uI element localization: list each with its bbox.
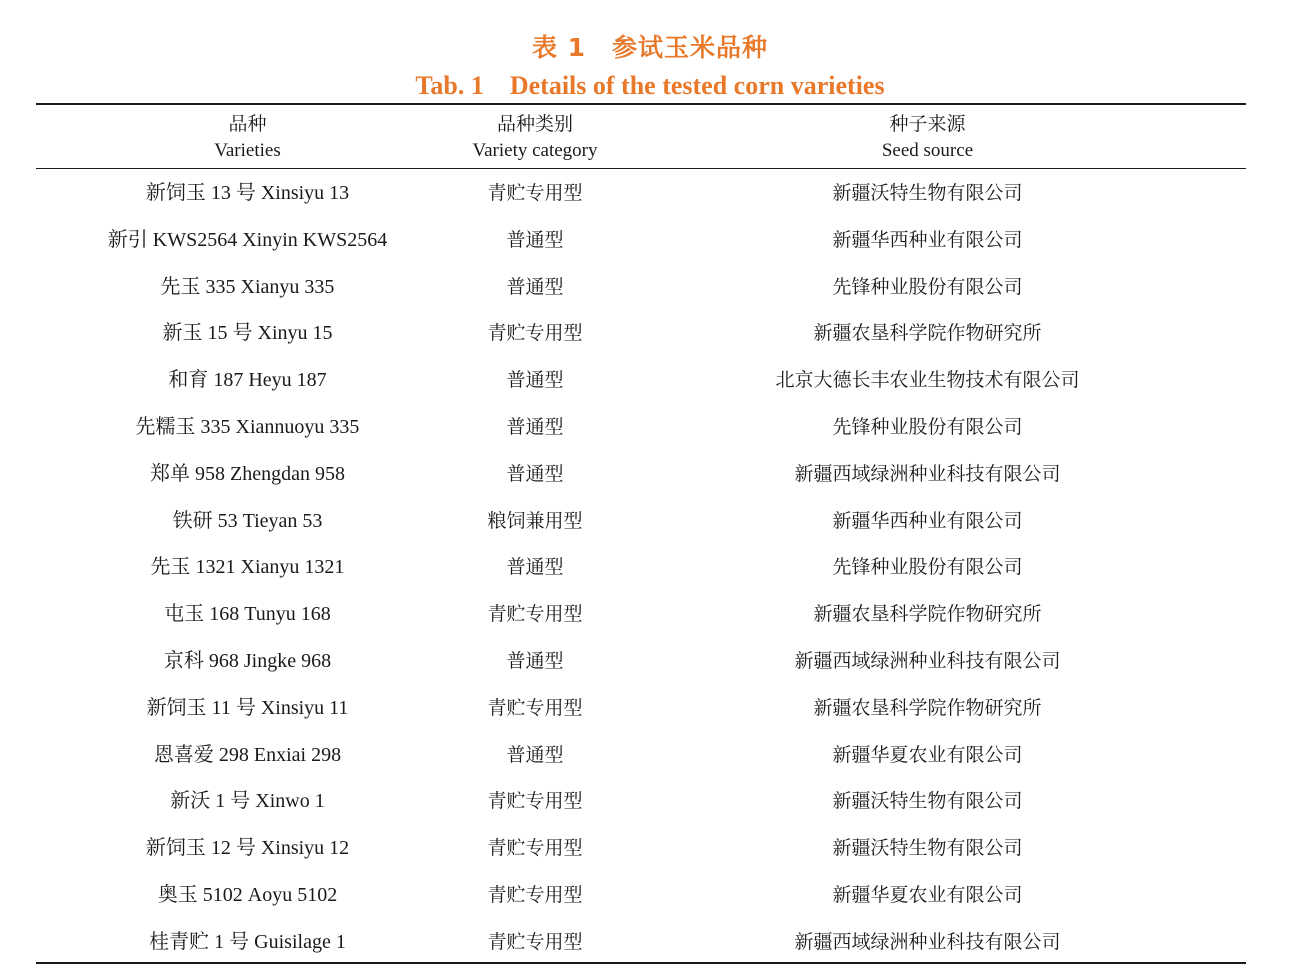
cell-variety: 新饲玉 11 号 Xinsiyu 11 [146,696,349,719]
cell-variety: 桂青贮 1 号 Guisilage 1 [149,930,346,953]
cell-variety: 恩喜爱 298 Enxiai 298 [153,743,342,766]
table-row [0,825,1300,872]
table-row [0,217,1300,264]
cell-category: 普通型 [506,369,564,392]
cell-source: 先锋种业股份有限公司 [832,556,1023,579]
cell-variety: 先玉 335 Xianyu 335 [160,275,335,298]
cell-source: 新疆沃特生物有限公司 [832,790,1023,813]
table-row [0,872,1300,919]
table-row [0,638,1300,685]
cell-variety: 和育 187 Heyu 187 [168,369,327,392]
cell-category: 青贮专用型 [487,696,583,719]
cell-category: 青贮专用型 [487,837,583,860]
cell-source: 北京大德长丰农业生物技术有限公司 [775,369,1080,392]
cell-variety: 奥玉 5102 Aoyu 5102 [157,883,338,906]
cell-variety: 新沃 1 号 Xinwo 1 [170,790,325,813]
cell-variety: 先玉 1321 Xianyu 1321 [150,556,345,579]
header-source-en: Seed source [881,140,974,161]
cell-category: 普通型 [506,556,564,579]
table-caption-english [0,71,1300,101]
cell-source: 新疆农垦科学院作物研究所 [813,603,1042,626]
caption-en-title: Details of the tested corn varieties [509,71,885,100]
cell-category: 青贮专用型 [487,790,583,813]
cell-source: 新疆华西种业有限公司 [832,228,1023,251]
table-row [0,919,1300,966]
table-row [0,498,1300,545]
table-row [0,685,1300,732]
cell-source: 新疆西域绿洲种业科技有限公司 [794,462,1061,485]
cell-category: 普通型 [506,275,564,298]
cell-category: 普通型 [506,743,564,766]
cell-category: 青贮专用型 [487,182,583,204]
header-source-cn: 种子来源 [889,113,966,135]
cell-category: 普通型 [506,228,564,251]
table-row [0,544,1300,591]
cell-category: 粮饲兼用型 [487,509,583,532]
table-caption-chinese [0,28,1300,64]
caption-en-label: Tab. 1 [415,71,484,100]
cell-variety: 屯玉 168 Tunyu 168 [164,603,331,626]
table-row [0,451,1300,498]
cell-variety: 铁研 53 Tieyan 53 [172,509,323,532]
cell-variety: 新饲玉 13 号 Xinsiyu 13 [145,182,350,204]
header-varieties-cn: 品种 [228,113,267,135]
cell-source: 新疆农垦科学院作物研究所 [813,696,1042,719]
table-top-rule [36,103,1246,105]
header-category-cn: 品种类别 [496,113,573,135]
cell-variety: 新引 KWS2564 Xinyin KWS2564 [107,228,388,251]
cell-source: 新疆华夏农业有限公司 [832,883,1023,906]
cell-source: 新疆华夏农业有限公司 [832,743,1023,766]
table-row [0,591,1300,638]
cell-source: 先锋种业股份有限公司 [832,275,1023,298]
table-body [0,170,1300,966]
cell-category: 青贮专用型 [487,322,583,345]
table-header-rule [36,168,1246,169]
table-row [0,264,1300,311]
table-bottom-rule [36,962,1246,964]
cell-source: 新疆沃特生物有限公司 [832,182,1023,204]
cell-source: 新疆西域绿洲种业科技有限公司 [794,649,1061,672]
cell-source: 新疆西域绿洲种业科技有限公司 [794,930,1061,953]
cell-source: 新疆农垦科学院作物研究所 [813,322,1042,345]
cell-source: 新疆华西种业有限公司 [832,509,1023,532]
cell-category: 普通型 [506,462,564,485]
cell-category: 青贮专用型 [487,603,583,626]
cell-variety: 京科 968 Jingke 968 [163,649,332,672]
caption-cn-title: 参试玉米品种 [612,33,769,62]
table-row [0,404,1300,451]
cell-variety: 新玉 15 号 Xinyu 15 [162,322,333,345]
header-category-en: Variety category [472,140,598,161]
cell-variety: 郑单 958 Zhengdan 958 [150,462,345,485]
table-row [0,170,1300,217]
table-row [0,778,1300,825]
cell-source: 先锋种业股份有限公司 [832,415,1023,438]
table-row [0,357,1300,404]
cell-category: 青贮专用型 [487,930,583,953]
cell-category: 青贮专用型 [487,883,583,906]
caption-cn-label: 表 1 [531,33,587,62]
table-row [0,310,1300,357]
cell-category: 普通型 [506,415,564,438]
cell-variety: 先糯玉 335 Xiannuoyu 335 [135,415,360,438]
cell-variety: 新饲玉 12 号 Xinsiyu 12 [145,837,350,860]
table-row [0,732,1300,779]
cell-category: 普通型 [506,649,564,672]
header-varieties-en: Varieties [214,140,281,161]
cell-source: 新疆沃特生物有限公司 [832,837,1023,860]
